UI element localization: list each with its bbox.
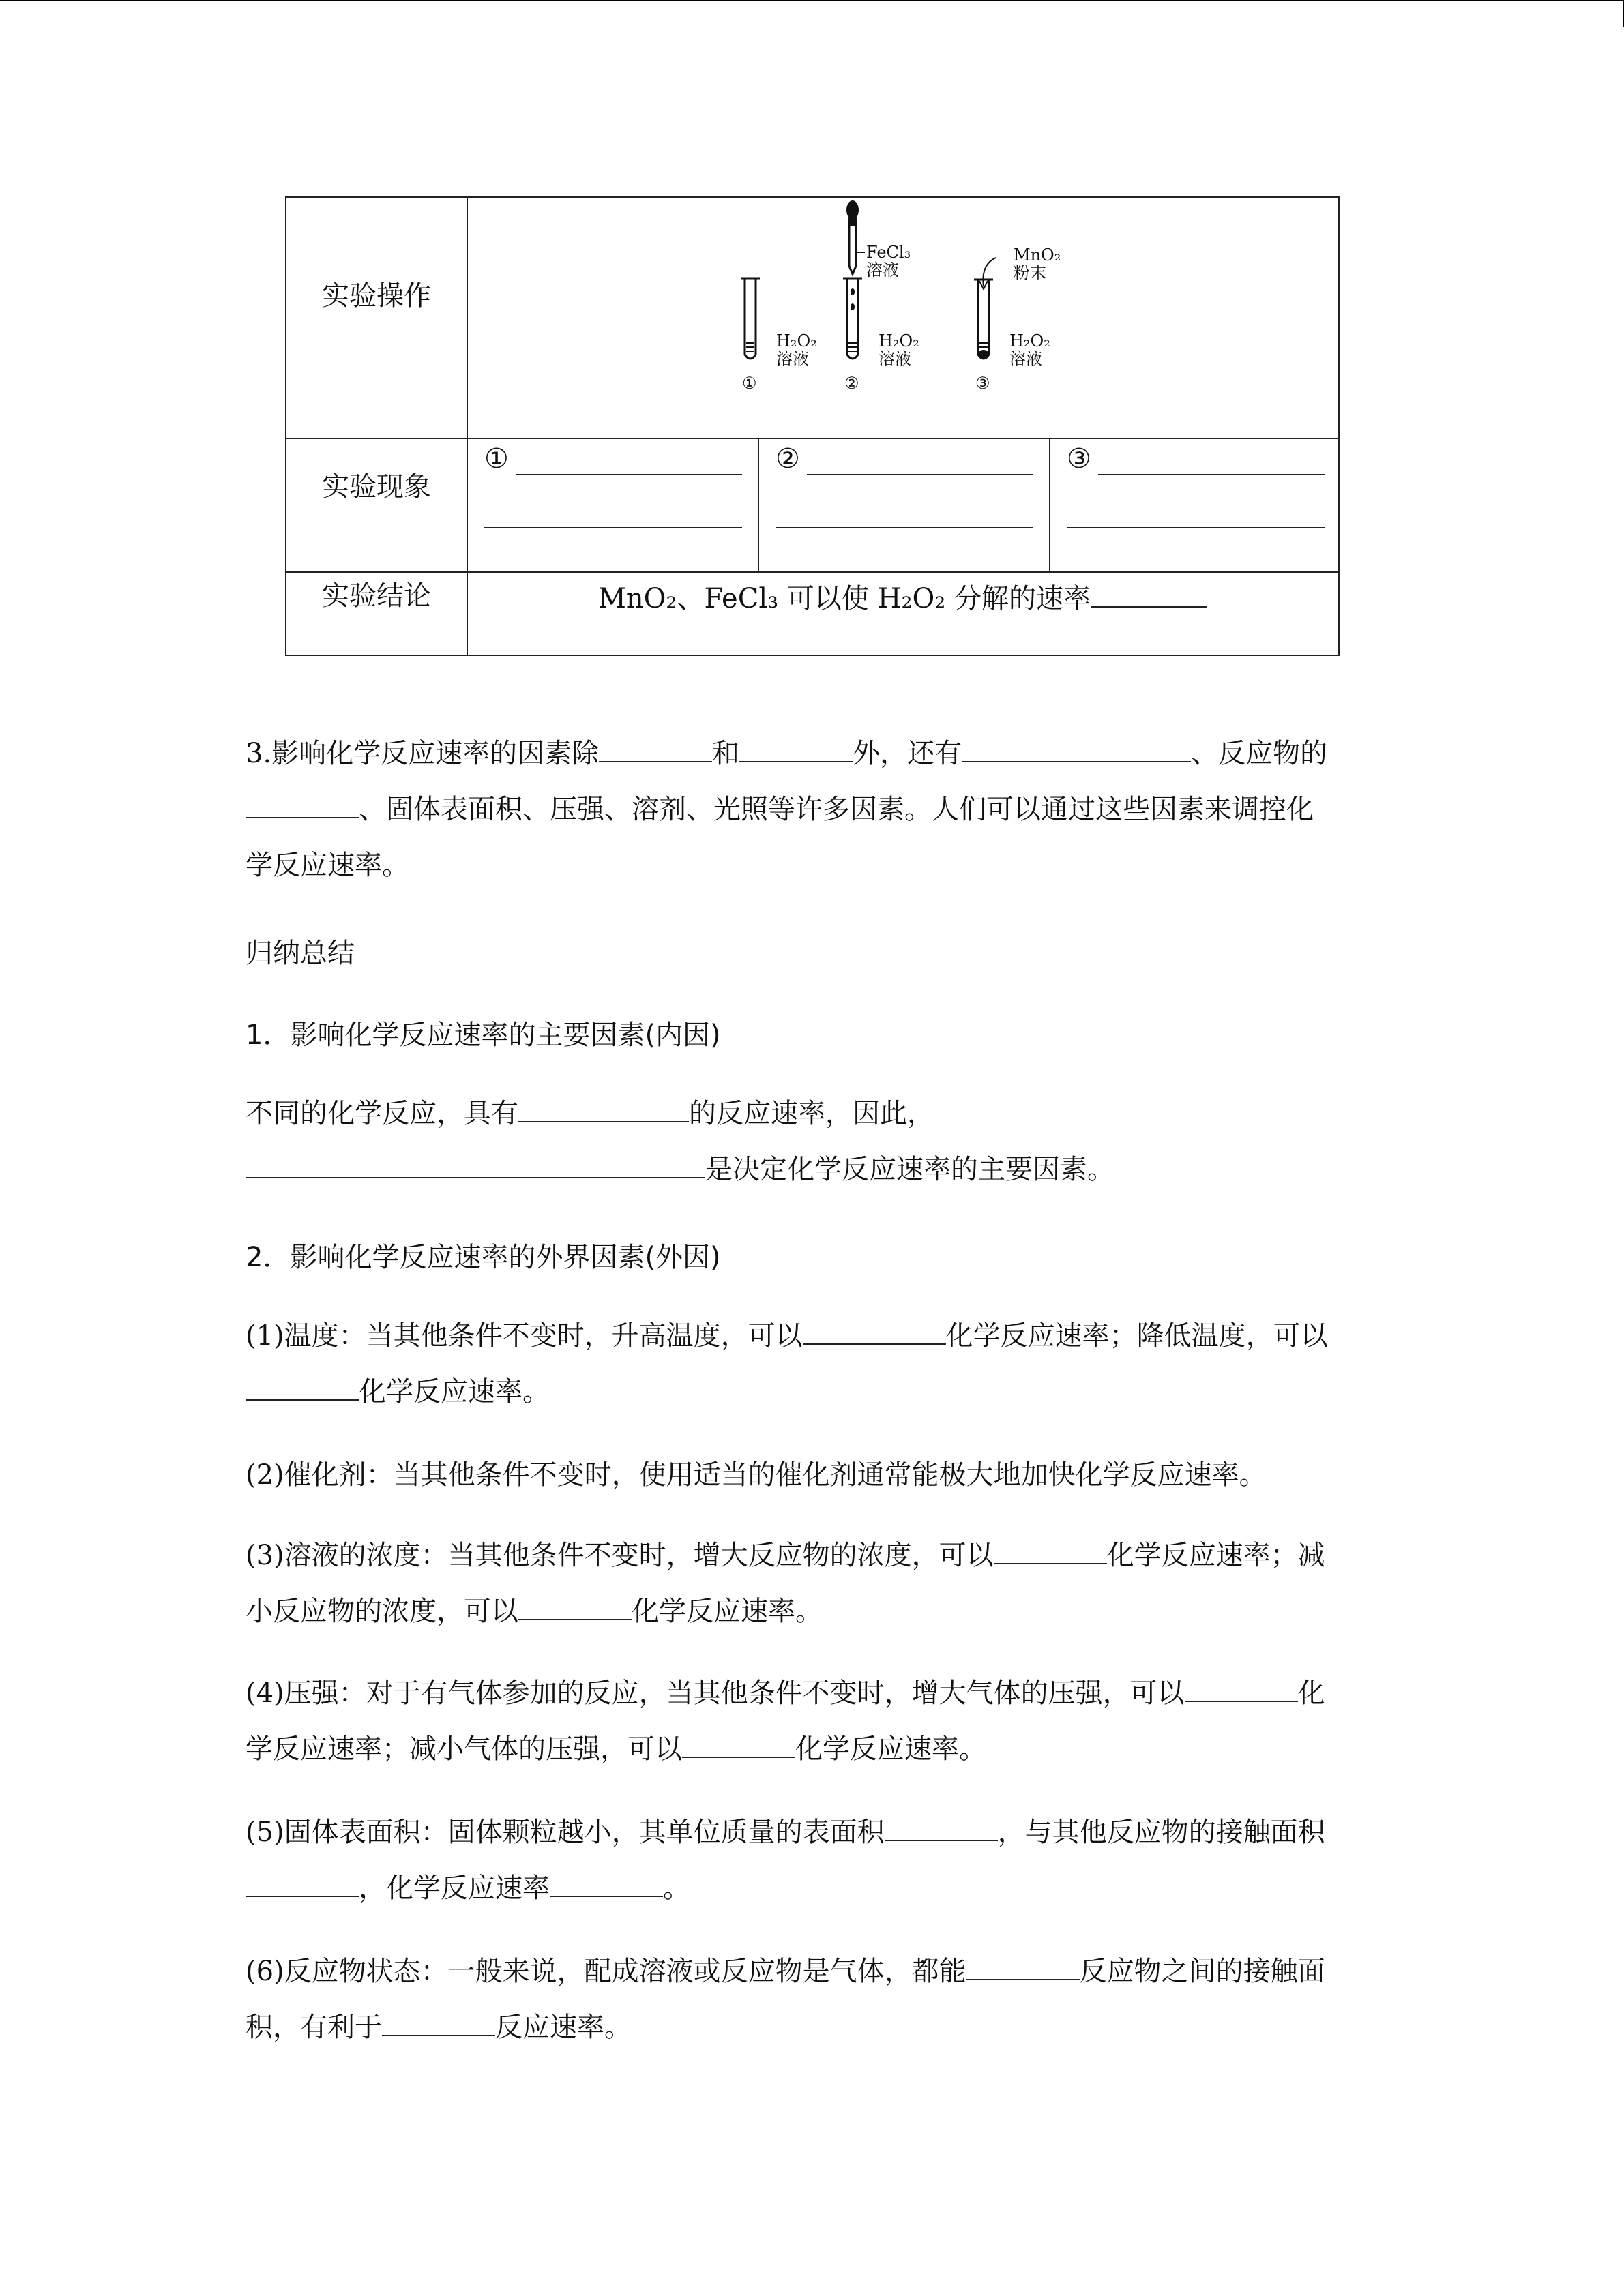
observation-3-blank (1098, 474, 1325, 475)
section-3-line-3: 学反应速率。 (246, 850, 409, 881)
blank (246, 790, 359, 818)
table-divider (758, 438, 759, 571)
apparatus-svg (709, 198, 1119, 402)
item-4: (4)压强：对于有气体参加的反应，当其他条件不变时，增大气体的压强，可以 化 学反应速率；减小气体的压强，可以 化学反应速率。 (246, 1665, 1364, 1777)
blank (550, 1868, 663, 1897)
tube3-added-a: MnO₂ (1014, 245, 1061, 265)
section-3-line-2: 、固体表面积、压强、溶剂、光照等许多因素。人们可以通过这些因素来调控化 (246, 781, 1364, 837)
tube2-number: ② (844, 374, 859, 393)
blank (682, 1729, 795, 1758)
observation-3-blank-2 (1067, 527, 1325, 528)
item-2: (2)催化剂：当其他条件不变时，使用适当的催化剂通常能极大地加快化学反应速率。 (246, 1459, 1267, 1491)
blank (599, 734, 712, 762)
conclusion-cell (467, 577, 1338, 616)
row-label-phenomenon: 实验现象 (322, 471, 431, 503)
test-tube-apparatus (709, 198, 1119, 402)
section-3-line-1: 3.影响化学反应速率的因素除 和 外，还有 、反应物的 (246, 726, 1364, 781)
tube3-reagent-a: H₂O₂ (1009, 331, 1050, 351)
observation-1-number: ① (484, 443, 509, 475)
section-3 (246, 726, 1364, 893)
blank (1185, 1673, 1298, 1702)
blank (803, 1316, 946, 1345)
blank (382, 2008, 495, 2036)
tube1-reagent-b: 溶液 (776, 349, 809, 368)
item-5: (5)固体表面积：固体颗粒越小，其单位质量的表面积 ，与其他反应物的接触面积 ，化学反应速率 。 (246, 1804, 1364, 1916)
observation-2-blank (807, 474, 1033, 475)
blank (739, 734, 853, 762)
tube2-added-b: 溶液 (866, 260, 899, 280)
test-tube-1 (741, 278, 760, 359)
conclusion-text: MnO₂、FeCl₃ 可以使 H₂O₂ 分解的速率 (597, 583, 1091, 614)
blank (885, 1813, 998, 1841)
observation-1-blank-2 (484, 527, 742, 528)
item-3: (3)溶液的浓度：当其他条件不变时，增大反应物的浓度，可以 化学反应速率；减 小反应物的浓度，可以 化学反应速率。 (246, 1527, 1364, 1639)
tube3-added-b: 粉末 (1014, 263, 1046, 282)
page-top-border (0, 0, 1624, 1)
observation-3-number: ③ (1067, 443, 1091, 475)
blank (246, 1372, 359, 1401)
point-2-title: 2．影响化学反应速率的外界因素(外因) (246, 1242, 721, 1273)
table-divider (286, 438, 1338, 439)
conclusion-blank (1091, 583, 1207, 608)
blank (994, 1536, 1107, 1564)
row-label-operation: 实验操作 (322, 280, 431, 312)
observation-2-number: ② (776, 443, 800, 475)
point-1-title: 1．影响化学反应速率的主要因素(内因) (246, 1019, 721, 1051)
blank (246, 1868, 359, 1897)
observation-1-blank (516, 474, 742, 475)
blank (246, 1150, 705, 1178)
table-divider (286, 571, 1338, 573)
tube2-reagent-a: H₂O₂ (879, 331, 919, 351)
item-6: (6)反应物状态：一般来说，配成溶液或反应物是气体，都能 反应物之间的接触面 积，有利于 反应速率。 (246, 1943, 1364, 2055)
table-divider (1049, 438, 1050, 571)
tube3-number: ③ (975, 374, 990, 393)
tube1-reagent-a: H₂O₂ (776, 331, 817, 351)
tube2-added-a: FeCl₃ (866, 243, 911, 262)
tube1-number: ① (742, 374, 757, 393)
observation-2-blank-2 (776, 527, 1033, 528)
tube3-reagent-b: 溶液 (1009, 349, 1042, 368)
blank (962, 734, 1191, 762)
dropper-icon (846, 200, 865, 310)
test-tube-3 (974, 280, 993, 359)
item-1: (1)温度：当其他条件不变时，升高温度，可以 化学反应速率；降低温度，可以 化学反应速率。 (246, 1308, 1364, 1420)
point-1-body: 不同的化学反应，具有 的反应速率，因此， 是决定化学反应速率的主要因素。 (246, 1086, 1364, 1197)
blank (966, 1952, 1080, 1980)
blank (518, 1592, 632, 1620)
summary-title: 归纳总结 (246, 938, 355, 969)
blank (518, 1094, 689, 1122)
tube2-reagent-b: 溶液 (879, 349, 911, 368)
row-label-conclusion: 实验结论 (322, 580, 431, 612)
